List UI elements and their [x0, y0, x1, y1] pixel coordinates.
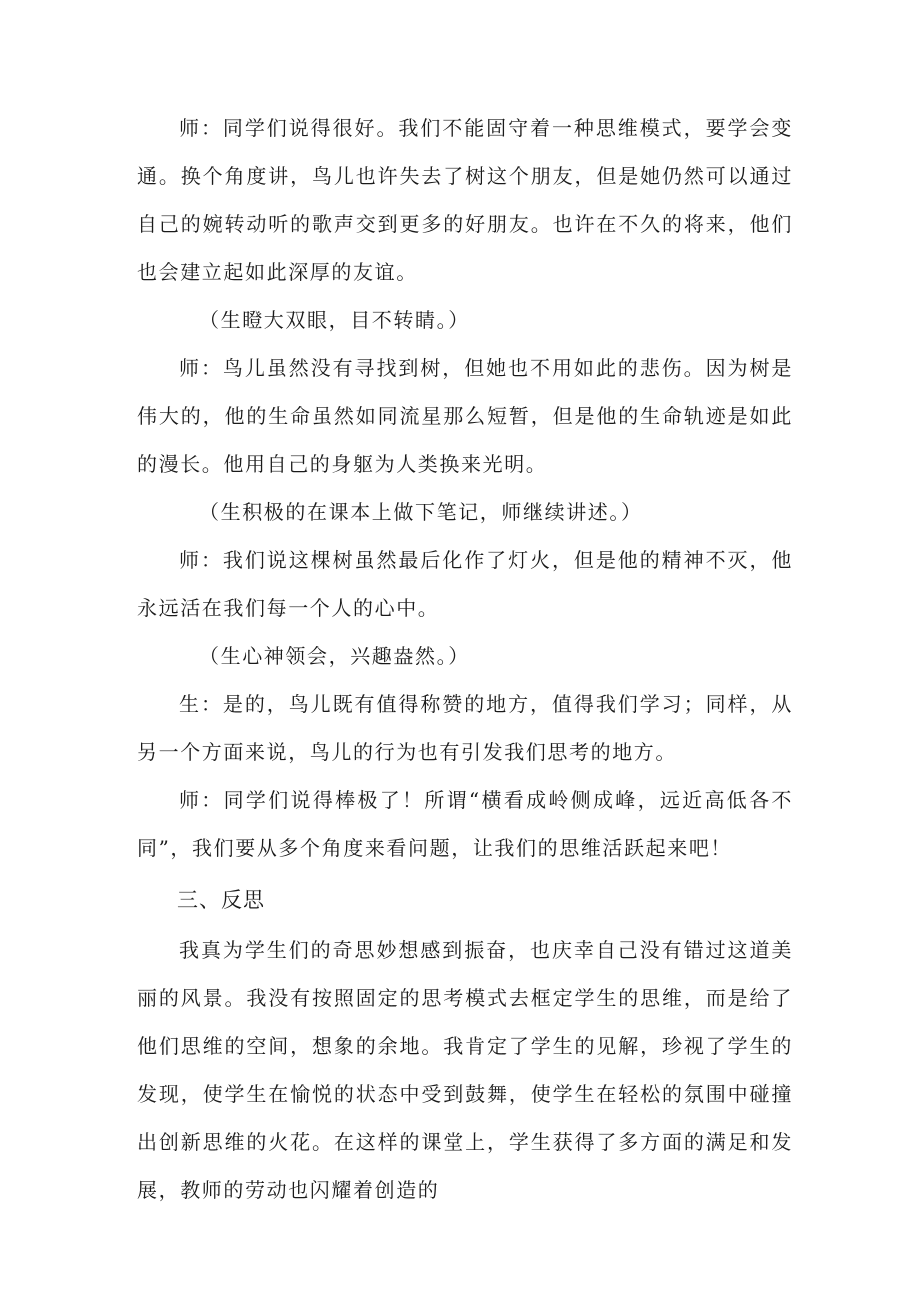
teacher-paragraph-1: 师：同学们说得很好。我们不能固守着一种思维模式，要学会变通。换个角度讲，鸟儿也许失去了树这个朋友，但是她仍然可以通过自己的婉转动听的歌声交到更多的好朋友。也许在不久的将来，他们也会建立起如此深厚的友谊。	[137, 116, 793, 284]
stage-direction-1: （生瞪大双眼，目不转睛。）	[199, 308, 470, 332]
teacher-paragraph-2: 师：鸟儿虽然没有寻找到树，但她也不用如此的悲伤。因为树是伟大的，他的生命虽然如同流星那么短暂，但是他的生命轨迹是如此的漫长。他用自己的身躯为人类换来光明。	[137, 356, 793, 476]
teacher-paragraph-3: 师：我们说这棵树虽然最后化作了灯火，但是他的精神不灭，他永远活在我们每一个人的心中。	[137, 548, 793, 620]
stage-direction-2: （生积极的在课本上做下笔记，师继续讲述。）	[199, 500, 643, 524]
teacher-paragraph-4: 师：同学们说得棒极了！所谓“横看成岭侧成峰，远近高低各不同”，我们要从多个角度来看问题，让我们的思维活跃起来吧！	[137, 788, 793, 860]
student-paragraph-1: 生：是的，鸟儿既有值得称赞的地方，值得我们学习；同样，从另一个方面来说，鸟儿的行为也有引发我们思考的地方。	[137, 692, 793, 764]
stage-direction-3: （生心神领会，兴趣盎然。）	[199, 644, 470, 668]
reflection-paragraph: 我真为学生们的奇思妙想感到振奋，也庆幸自己没有错过这道美丽的风景。我没有按照固定的思考模式去框定学生的思维，而是给了他们思维的空间，想象的余地。我肯定了学生的见解，珍视了学生的发现，使学生在愉悦的状态中受到鼓舞，使学生在轻松的氛围中碰撞出创新思维的火花。在这样的课堂上，学生获得了多方面的满足和发展，教师的劳动也闪耀着创造的	[137, 938, 793, 1202]
section-heading-reflection: 三、反思	[177, 888, 265, 912]
